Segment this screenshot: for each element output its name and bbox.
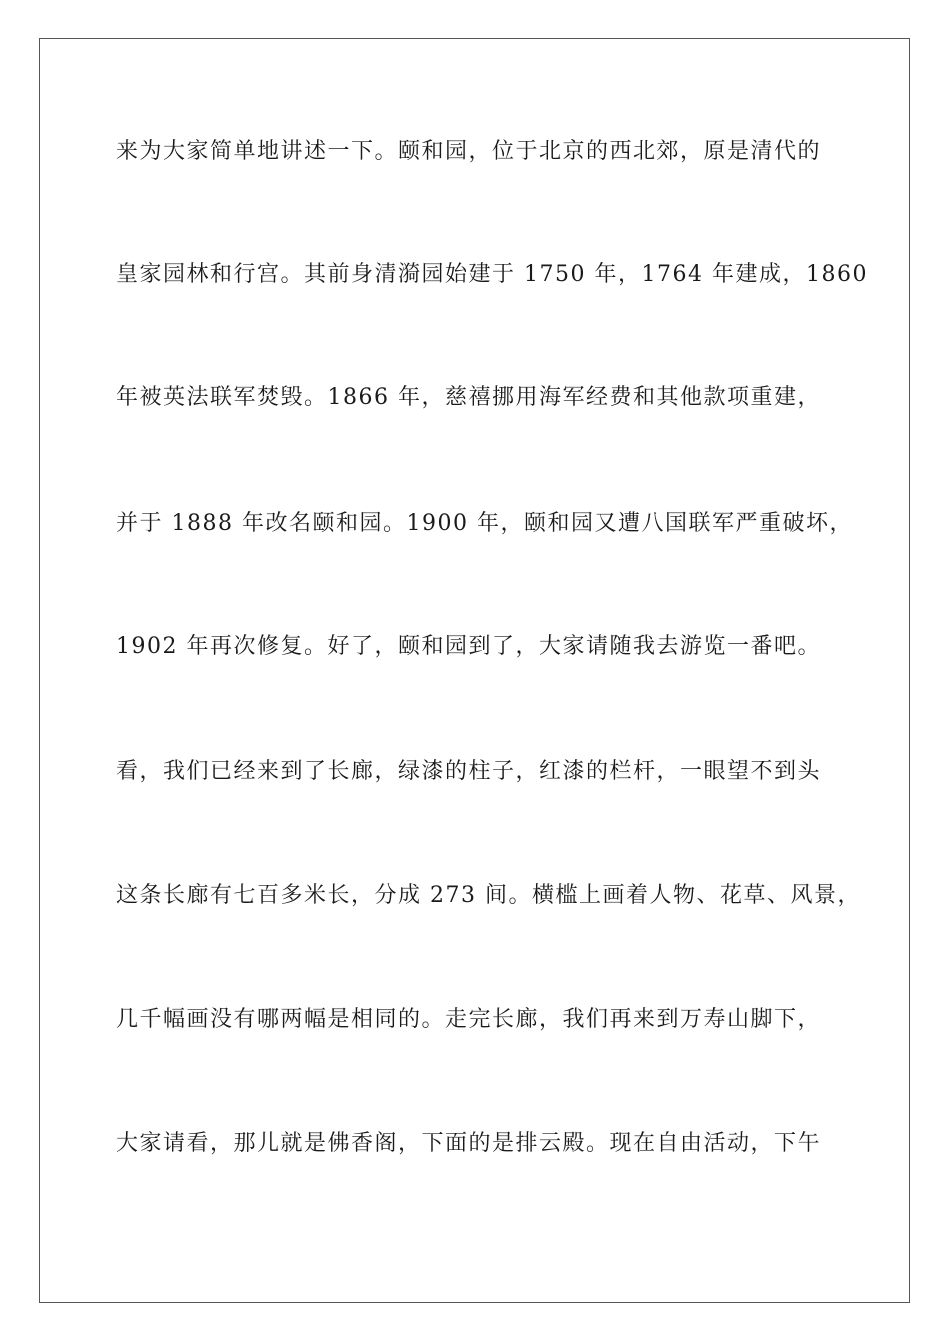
body-text-line: 年被英法联军焚毁。1866 年，慈禧挪用海军经费和其他款项重建， <box>116 385 821 410</box>
body-text-line: 来为大家简单地讲述一下。颐和园，位于北京的西北郊，原是清代的 <box>116 139 822 164</box>
page-border <box>39 38 910 1303</box>
body-text-line: 几千幅画没有哪两幅是相同的。走完长廊，我们再来到万寿山脚下， <box>116 1007 822 1032</box>
body-text-line: 并于 1888 年改名颐和园。1900 年，颐和园又遭八国联军严重破坏， <box>116 511 853 536</box>
body-text-line: 皇家园林和行宫。其前身清漪园始建于 1750 年，1764 年建成，1860 <box>116 262 868 287</box>
body-text-line: 1902 年再次修复。好了，颐和园到了，大家请随我去游览一番吧。 <box>116 634 821 659</box>
body-text-line: 大家请看，那儿就是佛香阁，下面的是排云殿。现在自由活动，下午 <box>116 1131 822 1156</box>
body-text-line: 这条长廊有七百多米长，分成 273 间。横槛上画着人物、花草、风景， <box>116 883 861 908</box>
body-text-line: 看，我们已经来到了长廊，绿漆的柱子，红漆的栏杆，一眼望不到头 <box>116 759 822 784</box>
